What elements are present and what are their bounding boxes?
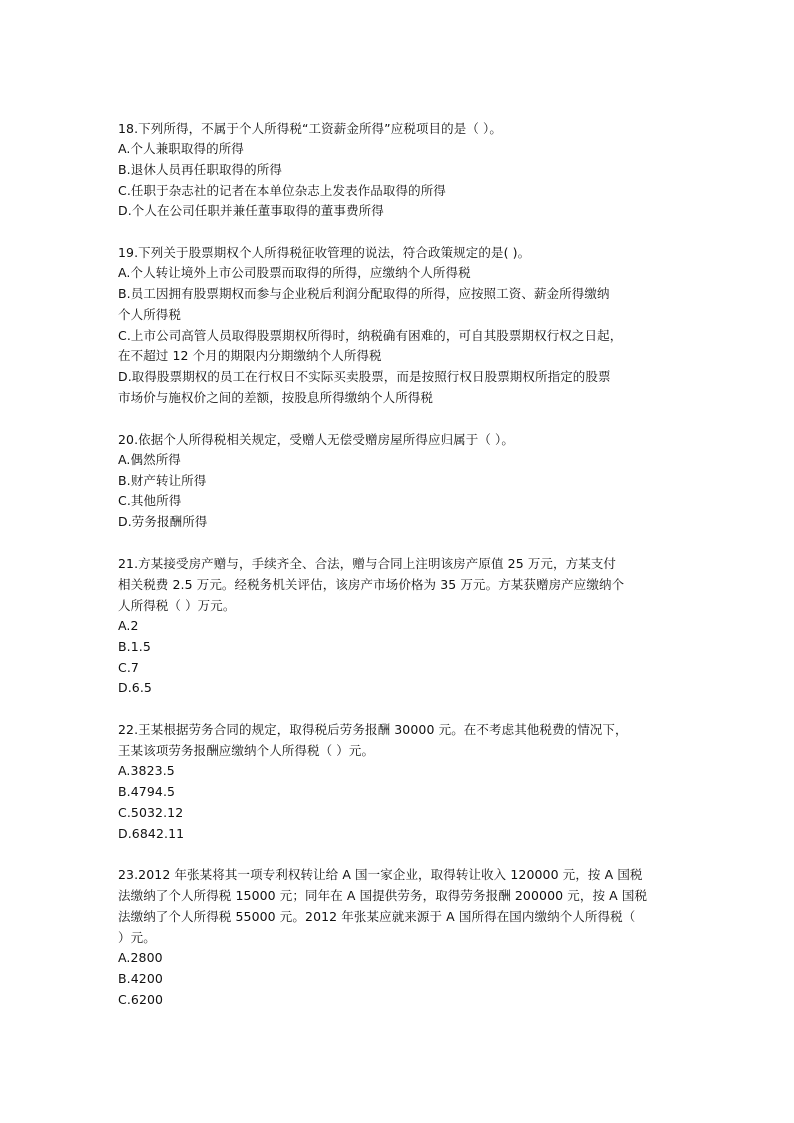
option-d: D.劳务报酬所得: [118, 514, 208, 530]
question-stem: [118, 553, 678, 616]
option-c: C.任职于杂志社的记者在本单位杂志上发表作品取得的所得: [118, 182, 446, 198]
stem-line: 23.2012 年张某将其一项专利权转让给 A 国一家企业，取得转让收入 120000 元，按 A 国税: [118, 867, 643, 883]
option-d: D.个人在公司任职并兼任董事取得的董事费所得: [118, 203, 384, 219]
option-b: B.1.5: [118, 638, 151, 654]
option-c: C.6200: [118, 991, 164, 1007]
question-stem: [118, 242, 678, 263]
stem-line: 人所得税（ ）万元。: [118, 597, 236, 613]
option-d: D.6.5: [118, 680, 152, 696]
option-c: C.上市公司高管人员取得股票期权所得时，纳税确有困难的，可自其股票期权行权之日起，: [118, 327, 623, 343]
option-a: A.个人转让境外上市公司股票而取得的所得，应缴纳个人所得税: [118, 265, 471, 281]
option-d: D.取得股票期权的员工在行权日不实际买卖股票，而是按照行权日股票期权所指定的股票: [118, 369, 611, 385]
option-d: D.6842.11: [118, 825, 185, 841]
option-a: A.3823.5: [118, 763, 175, 779]
question-19: [118, 242, 678, 409]
stem-line: 18.下列所得，不属于个人所得税“工资薪金所得”应税项目的是（ ）。: [118, 121, 502, 136]
question-page: [118, 118, 678, 1031]
option-b-continued: 个人所得税: [118, 306, 182, 322]
question-20: [118, 429, 678, 533]
question-18: [118, 118, 678, 222]
option-a: A.2800: [118, 950, 163, 966]
question-stem: [118, 118, 678, 139]
option-a: A.偶然所得: [118, 451, 181, 467]
stem-line: 法缴纳了个人所得税 15000 元；同年在 A 国提供劳务，取得劳务报酬 200000 元，按 A 国税: [118, 888, 648, 904]
option-c: C.其他所得: [118, 493, 182, 509]
option-b: B.4200: [118, 971, 163, 987]
option-b: B.退休人员再任职取得的所得: [118, 161, 282, 177]
question-stem: [118, 429, 678, 450]
question-stem: [118, 719, 678, 761]
stem-line: 王某该项劳务报酬应缴纳个人所得税（ ）元。: [118, 743, 375, 759]
stem-line: 法缴纳了个人所得税 55000 元。2012 年张某应就来源于 A 国所得在国内缴纳个人所得税（: [118, 909, 636, 925]
stem-line: 19.下列关于股票期权个人所得税征收管理的说法，符合政策规定的是( )。: [118, 245, 531, 261]
stem-line: ）元。: [118, 930, 156, 946]
question-22: [118, 719, 678, 844]
option-c: C.7: [118, 659, 139, 675]
option-c-continued: 在不超过 12 个月的期限内分期缴纳个人所得税: [118, 348, 382, 364]
question-23: [118, 864, 678, 1010]
stem-line: 20.依据个人所得税相关规定，受赠人无偿受赠房屋所得应归属于（ ）。: [118, 431, 515, 447]
stem-line: 22.王某根据劳务合同的规定，取得税后劳务报酬 30000 元。在不考虑其他税费的情况下，: [118, 722, 628, 738]
option-b: B.财产转让所得: [118, 472, 207, 488]
option-b: B.员工因拥有股票期权而参与企业税后利润分配取得的所得，应按照工资、薪金所得缴纳: [118, 285, 610, 301]
option-b: B.4794.5: [118, 783, 176, 799]
option-d-continued: 市场价与施权价之间的差额，按股息所得缴纳个人所得税: [118, 389, 434, 405]
stem-line: 相关税费 2.5 万元。经税务机关评估，该房产市场价格为 35 万元。方某获赠房产应缴纳个: [118, 576, 625, 592]
option-c: C.5032.12: [118, 804, 184, 820]
stem-line: 21.方某接受房产赠与，手续齐全、合法，赠与合同上注明该房产原值 25 万元，方某支付: [118, 555, 617, 571]
option-a: A.个人兼职取得的所得: [118, 141, 244, 156]
option-a: A.2: [118, 617, 139, 633]
question-21: [118, 553, 678, 699]
question-stem: [118, 864, 678, 948]
